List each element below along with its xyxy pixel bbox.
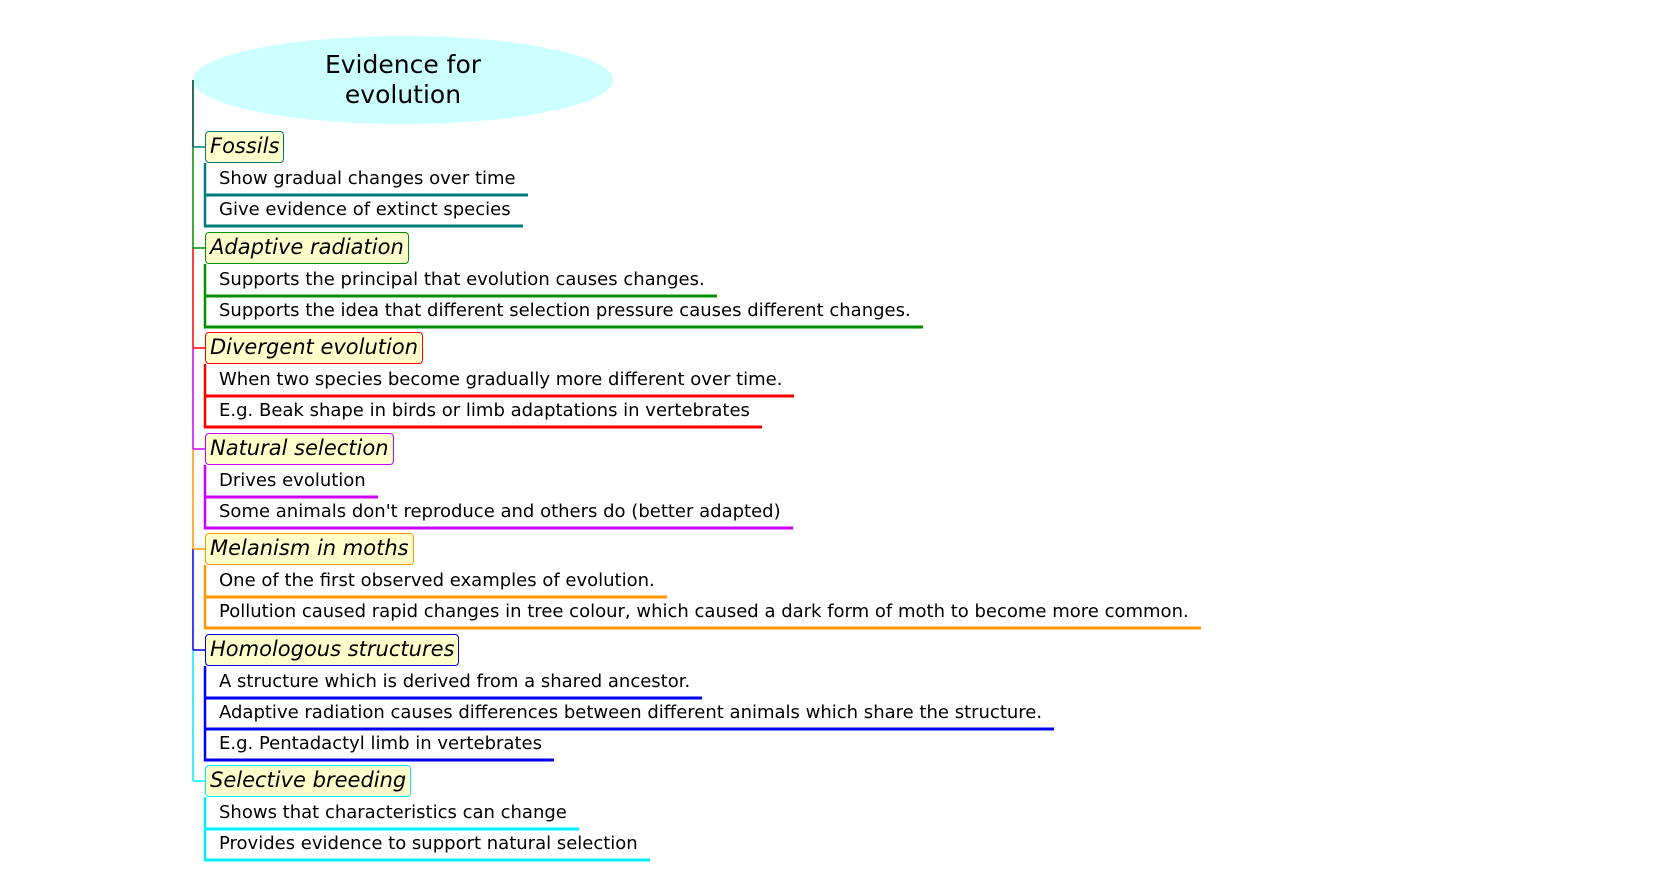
root-title-line-2: evolution <box>344 80 462 109</box>
root-title-line-1: Evidence for <box>324 50 482 79</box>
topic-adaptive-radiation[interactable]: Adaptive radiation <box>205 232 409 264</box>
subtopic-melanism-in-moths-1[interactable]: One of the first observed examples of evolution. <box>219 570 655 591</box>
root-node-title[interactable] <box>193 36 613 124</box>
subtopic-fossils-1[interactable]: Show gradual changes over time <box>219 168 516 189</box>
subtopic-divergent-evolution-2[interactable]: E.g. Beak shape in birds or limb adaptations in vertebrates <box>219 400 750 421</box>
subtopic-melanism-in-moths-2[interactable]: Pollution caused rapid changes in tree colour, which caused a dark form of moth to become more common. <box>219 601 1189 622</box>
subtopic-fossils-2[interactable]: Give evidence of extinct species <box>219 199 511 220</box>
subtopic-selective-breeding-2[interactable]: Provides evidence to support natural selection <box>219 833 638 854</box>
topic-natural-selection[interactable]: Natural selection <box>205 433 394 465</box>
subtopic-natural-selection-2[interactable]: Some animals don't reproduce and others do (better adapted) <box>219 501 781 522</box>
subtopic-divergent-evolution-1[interactable]: When two species become gradually more different over time. <box>219 369 783 390</box>
topic-selective-breeding[interactable]: Selective breeding <box>205 765 411 797</box>
subtopic-homologous-structures-2[interactable]: Adaptive radiation causes differences between different animals which share the structure. <box>219 702 1043 723</box>
topic-fossils[interactable]: Fossils <box>205 131 284 163</box>
subtopic-adaptive-radiation-1[interactable]: Supports the principal that evolution causes changes. <box>219 269 705 290</box>
topic-divergent-evolution[interactable]: Divergent evolution <box>205 332 423 364</box>
subtopic-natural-selection-1[interactable]: Drives evolution <box>219 470 366 491</box>
topic-melanism-in-moths[interactable]: Melanism in moths <box>205 533 414 565</box>
subtopic-homologous-structures-3[interactable]: E.g. Pentadactyl limb in vertebrates <box>219 733 542 754</box>
topic-homologous-structures[interactable]: Homologous structures <box>205 634 459 666</box>
subtopic-homologous-structures-1[interactable]: A structure which is derived from a shared ancestor. <box>219 671 691 692</box>
subtopic-adaptive-radiation-2[interactable]: Supports the idea that different selection pressure causes different changes. <box>219 300 911 321</box>
subtopic-selective-breeding-1[interactable]: Shows that characteristics can change <box>219 802 567 823</box>
